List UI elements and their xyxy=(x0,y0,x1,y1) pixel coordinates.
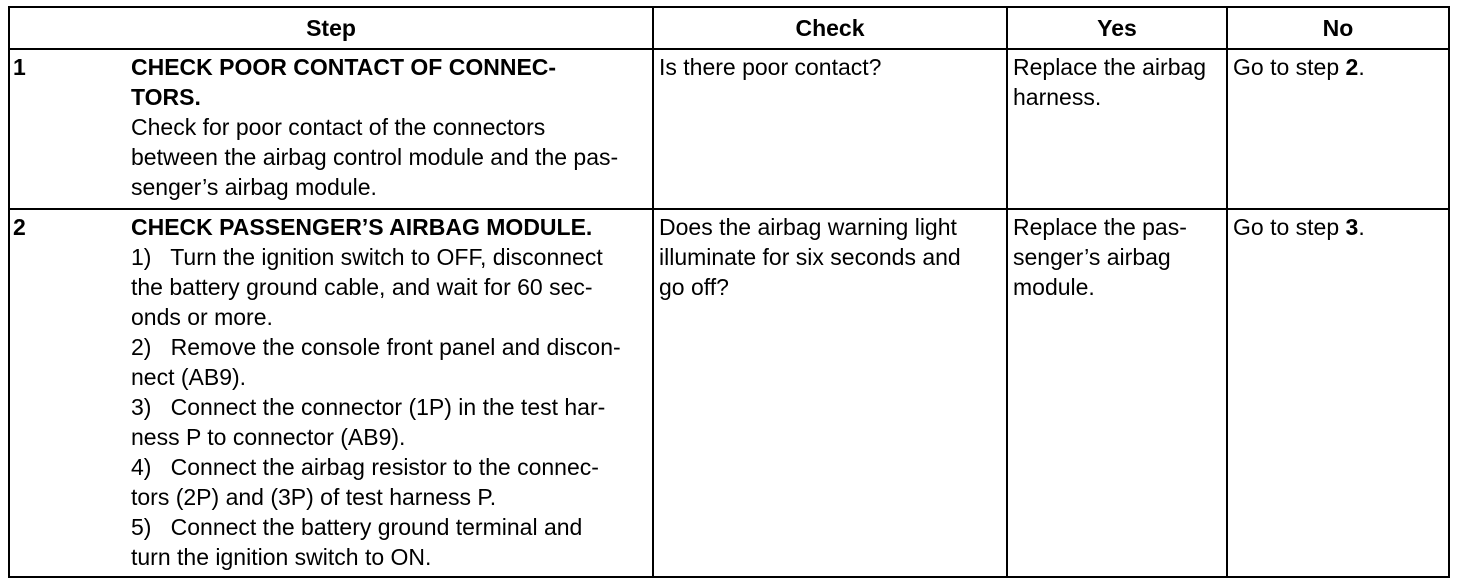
header-no: No xyxy=(1227,7,1449,49)
step-cell xyxy=(129,209,653,577)
step-body-line: between the airbag control module and the pas- xyxy=(131,144,619,170)
step-number-cell xyxy=(9,209,129,577)
step-body-line: 1) Turn the ignition switch to OFF, disconnect xyxy=(131,244,603,270)
step-number-cell xyxy=(9,49,129,209)
diagnostic-table xyxy=(8,6,1450,578)
yes-line: harness. xyxy=(1013,84,1102,110)
no-step-number: 2 xyxy=(1345,54,1359,80)
step-number: 2 xyxy=(13,214,26,240)
step-body-line: senger’s airbag module. xyxy=(131,174,377,200)
table-row xyxy=(9,49,1449,209)
check-line: go off? xyxy=(659,274,729,300)
step-body-line: the battery ground cable, and wait for 60 sec- xyxy=(131,274,593,300)
check-line: Does the airbag warning light xyxy=(659,214,957,240)
no-text: Go to step xyxy=(1233,214,1346,240)
step-body-line: tors (2P) and (3P) of test harness P. xyxy=(131,484,497,510)
yes-line: senger’s airbag xyxy=(1013,244,1171,270)
yes-cell xyxy=(1007,49,1227,209)
step-title-line: CHECK PASSENGER’S AIRBAG MODULE. xyxy=(131,214,593,240)
step-cell xyxy=(129,49,653,209)
check-line: illuminate for six seconds and xyxy=(659,244,961,270)
no-suffix: . xyxy=(1358,214,1365,240)
step-body-line: 4) Connect the airbag resistor to the connec- xyxy=(131,454,599,480)
no-cell xyxy=(1227,209,1449,577)
yes-cell xyxy=(1007,209,1227,577)
step-body-line: onds or more. xyxy=(131,304,273,330)
step-number: 1 xyxy=(13,54,26,80)
no-step-number: 3 xyxy=(1345,214,1359,240)
yes-line: Replace the airbag xyxy=(1013,54,1207,80)
header-yes: Yes xyxy=(1007,7,1227,49)
check-cell xyxy=(653,209,1007,577)
yes-line: module. xyxy=(1013,274,1095,300)
check-cell xyxy=(653,49,1007,209)
table-row xyxy=(9,209,1449,577)
yes-line: Replace the pas- xyxy=(1013,214,1187,240)
step-body-line: 2) Remove the console front panel and discon- xyxy=(131,334,621,360)
step-body-line: turn the ignition switch to ON. xyxy=(131,544,432,570)
diagnostic-table-wrapper xyxy=(8,6,1450,578)
no-suffix: . xyxy=(1358,54,1365,80)
header-row xyxy=(9,7,1449,49)
step-body-line: nect (AB9). xyxy=(131,364,247,390)
no-text: Go to step xyxy=(1233,54,1346,80)
header-step: Step xyxy=(9,7,653,49)
step-title-line: CHECK POOR CONTACT OF CONNEC- xyxy=(131,54,557,80)
step-body-line: Check for poor contact of the connectors xyxy=(131,114,546,140)
step-body-line: 3) Connect the connector (1P) in the test har- xyxy=(131,394,606,420)
step-title-line: TORS. xyxy=(131,84,201,110)
header-check: Check xyxy=(653,7,1007,49)
step-body-line: ness P to connector (AB9). xyxy=(131,424,406,450)
check-line: Is there poor contact? xyxy=(659,54,882,80)
step-body-line: 5) Connect the battery ground terminal and xyxy=(131,514,583,540)
no-cell xyxy=(1227,49,1449,209)
